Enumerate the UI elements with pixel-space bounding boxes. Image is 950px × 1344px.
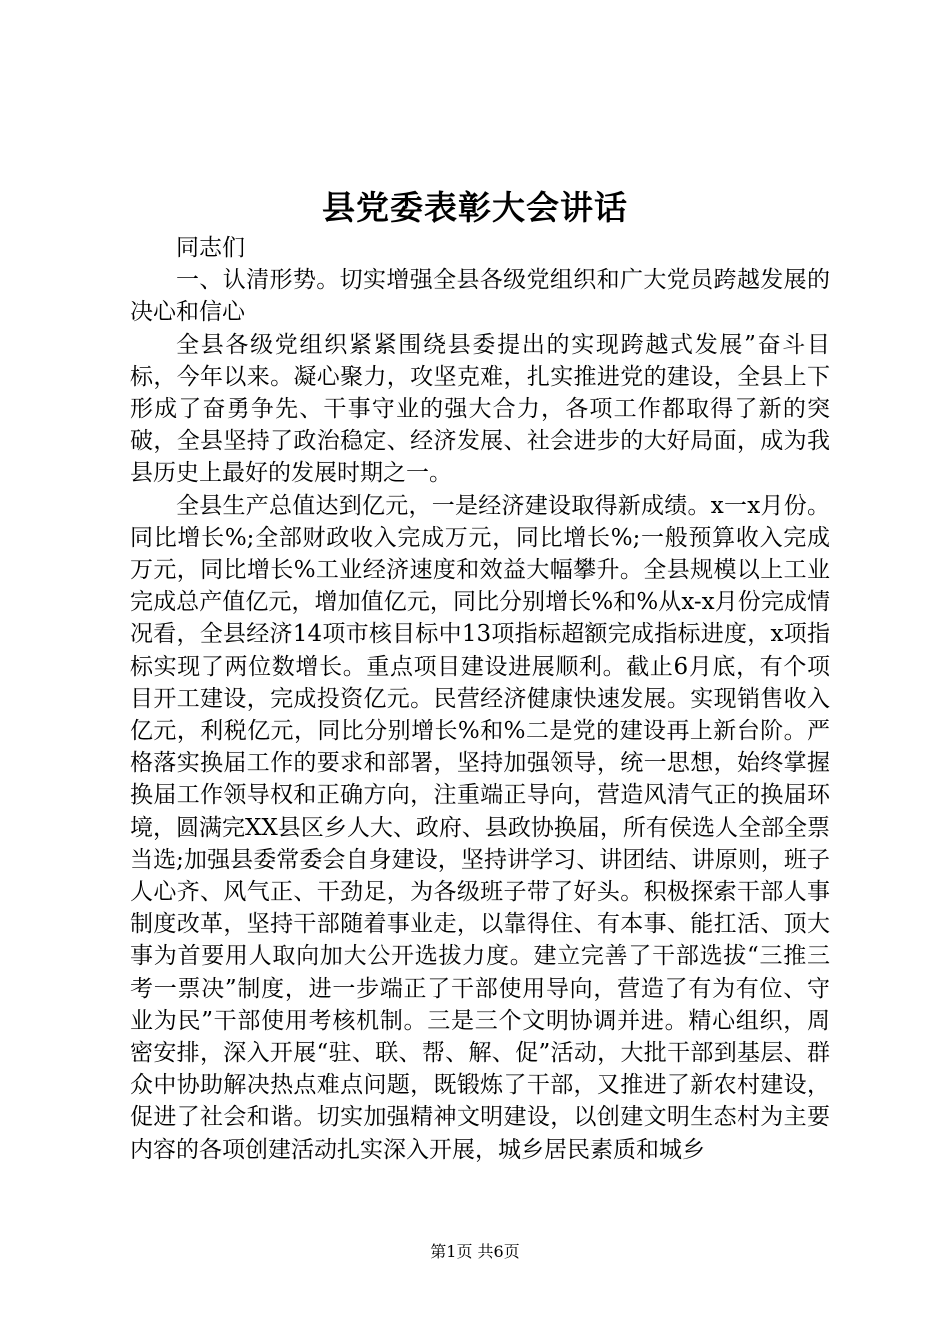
salutation: 同志们 [176, 235, 245, 261]
document-body [130, 232, 830, 1166]
paragraph-section-heading: 一、认清形势。切实增强全县各级党组织和广大党员跨越发展的决心和信心 [130, 267, 830, 326]
page-footer: 第1页 共6页 [430, 1242, 520, 1261]
document-title: 县党委表彰大会讲话 [322, 188, 628, 227]
paragraph: 全县生产总值达到亿元，一是经济建设取得新成绩。x一x月份。同比增长%;全部财政收入完成万元，同比增长%;一般预算收入完成万元，同比增长%工业经济速度和效益大幅攀升。全县规模以上工业完成总产值亿元，增加值亿元，同比分别增长%和%从x-x月份完成情况看，全县经济14项市核目标中13项指标超额完成指标进度，x项指标实现了两位数增长。重点项目建设进展顺利。截止6月底，有个项目开工建设，完成投资亿元。民营经济健康快速发展。实现销售收入亿元，利税亿元，同比分别增长%和%二是党的建设再上新台阶。严格落实换届工作的要求和部署，坚持加强领导，统一思想，始终掌握换届工作领导权和正确方向，注重端正导向，营造风清气正的换届环境，圆满完XX县区乡人大、政府、县政协换届，所有侯选人全部全票当选;加强县委常委会自身建设，坚持讲学习、讲团结、讲原则，班子人心齐、风气正、干劲足，为各级班子带了好头。积极探索干部人事制度改革，坚持干部随着事业走，以靠得住、有本事、能扛活、顶大事为首要用人取向加大公开选拔力度。建立完善了干部选拔“三推三考一票决”制度，进一步端正了干部使用导向，营造了有为有位、守业为民”干部使用考核机制。三是三个文明协调并进。精心组织，周密安排，深入开展“驻、联、帮、解、促”活动，大批干部到基层、群众中协助解决热点难点问题，既锻炼了干部，又推进了新农村建设，促进了社会和谐。切实加强精神文明建设，以创建文明生态村为主要内容的各项创建活动扎实深入开展，城乡居民素质和城乡 [130, 492, 830, 1163]
paragraph: 全县各级党组织紧紧围绕县委提出的实现跨越式发展”奋斗目标，今年以来。凝心聚力，攻坚克难，扎实推进党的建设，全县上下形成了奋勇争先、干事守业的强大合力，各项工作都取得了新的突破，全县坚持了政治稳定、经济发展、社会进步的大好局面，成为我县历史上最好的发展时期之一。 [130, 331, 830, 487]
